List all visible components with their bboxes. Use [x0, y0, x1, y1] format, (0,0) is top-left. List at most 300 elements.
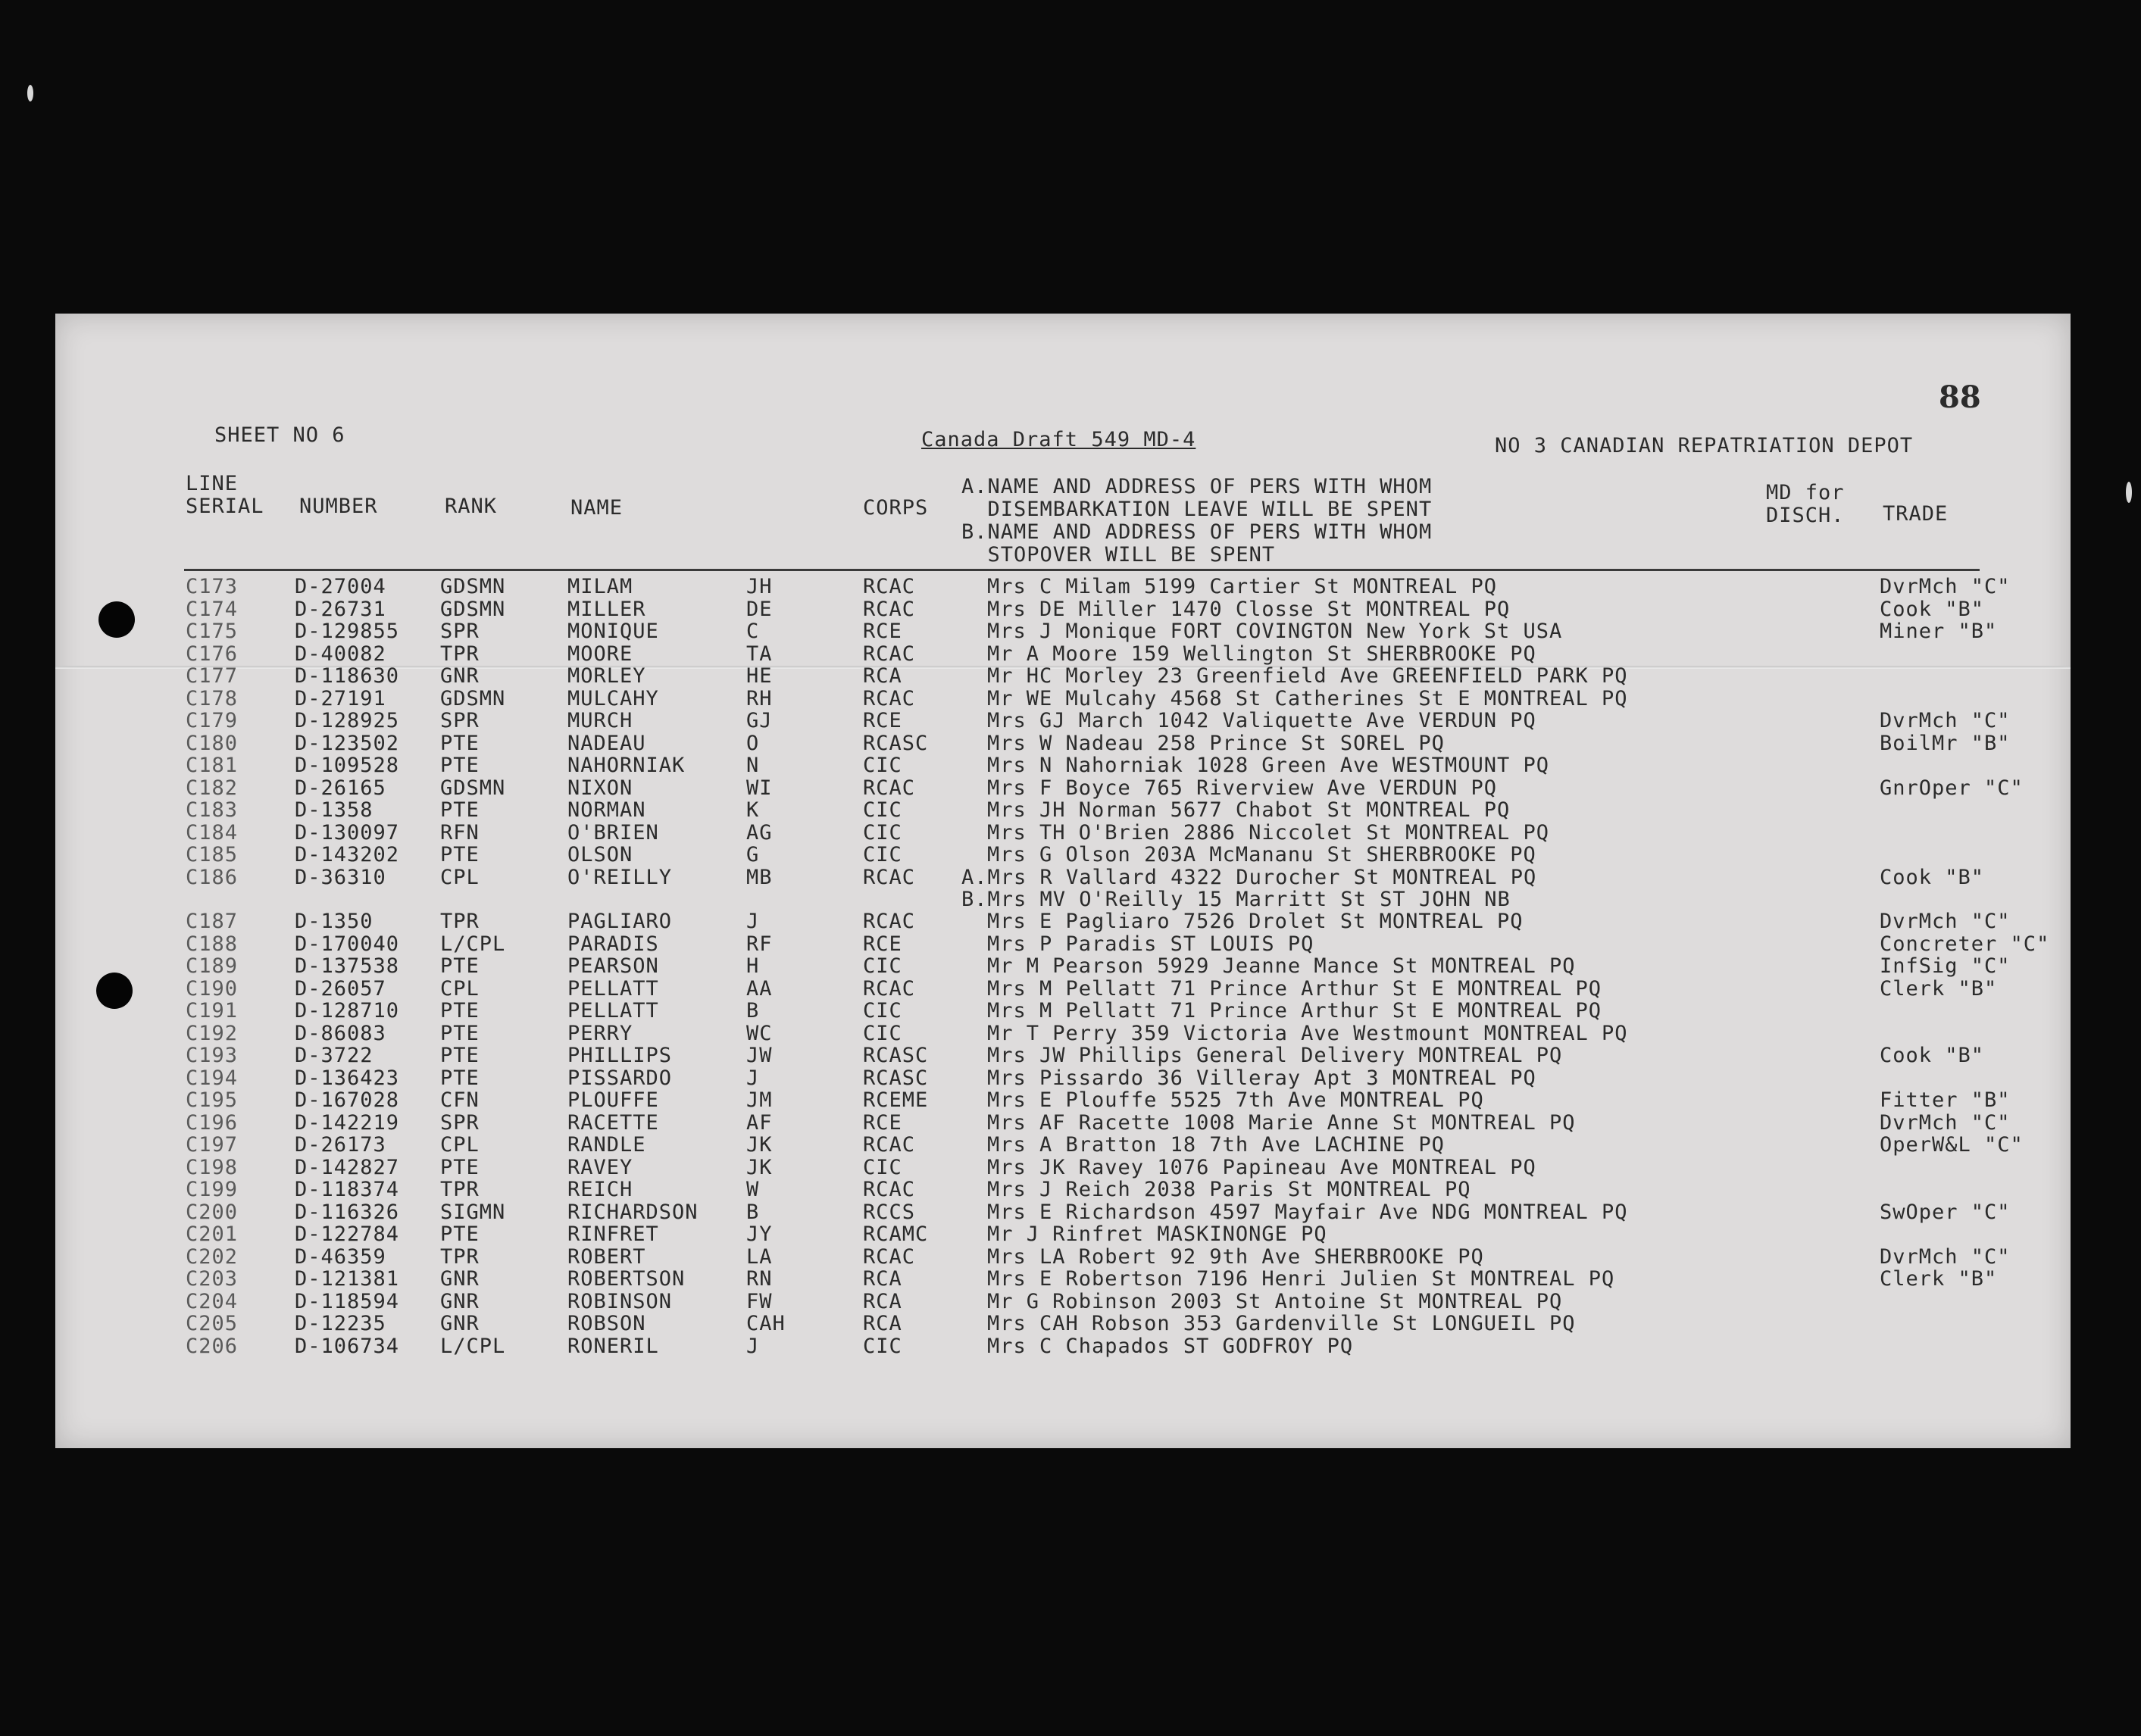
- cell-initials: AF: [746, 1110, 773, 1135]
- cell-address: Mrs E Pagliaro 7526 Drolet St MONTREAL PQ: [987, 910, 1524, 933]
- cell-initials: JY: [746, 1222, 773, 1246]
- cell-trade: DvrMch "C": [1880, 1110, 2011, 1135]
- cell-trade: Miner "B": [1880, 620, 1998, 643]
- cell-address: Mrs LA Robert 92 9th Ave SHERBROOKE PQ: [987, 1244, 1484, 1269]
- col-header-md-for-disch: MD for DISCH.: [1766, 481, 1845, 527]
- cell-surname: PERRY: [567, 1021, 633, 1045]
- cell-rank: PTE: [440, 731, 480, 755]
- cell-corps: CIC: [863, 820, 902, 845]
- cell-number: D-12235: [295, 1312, 386, 1335]
- table-row: [55, 643, 2071, 666]
- cell-surname: ROBERTSON: [567, 1267, 686, 1291]
- cell-line-serial: C206: [186, 1334, 239, 1358]
- cell-surname: PELLATT: [567, 999, 659, 1023]
- cell-line-serial: C196: [186, 1110, 239, 1135]
- cell-initials: J: [746, 1334, 760, 1358]
- cell-address: Mrs AF Racette 1008 Marie Anne St MONTREAL PQ: [987, 1110, 1576, 1135]
- cell-corps: RCA: [863, 1289, 902, 1313]
- table-row: [55, 1179, 2071, 1201]
- cell-line-serial: C179: [186, 709, 239, 732]
- cell-number: D-27191: [295, 686, 386, 710]
- cell-line-serial: C187: [186, 910, 239, 933]
- cell-surname: MONIQUE: [567, 620, 659, 643]
- cell-surname: OLSON: [567, 843, 633, 866]
- cell-corps: CIC: [863, 1155, 902, 1179]
- table-row: [55, 1201, 2071, 1224]
- cell-number: D-26731: [295, 597, 386, 621]
- table-row: [55, 1157, 2071, 1179]
- cell-corps: RCAC: [863, 642, 916, 666]
- cell-rank: SIGMN: [440, 1200, 506, 1224]
- cell-trade: Cook "B": [1880, 597, 1985, 621]
- cell-initials: JW: [746, 1044, 773, 1067]
- cell-address: Mrs M Pellatt 71 Prince Arthur St E MONTREAL PQ: [987, 999, 1602, 1023]
- cell-line-serial: C184: [186, 820, 239, 845]
- cell-line-serial: C180: [186, 731, 239, 755]
- cell-line-serial: C175: [186, 620, 239, 643]
- cell-surname: ROBINSON: [567, 1289, 673, 1313]
- cell-corps: RCA: [863, 1267, 902, 1291]
- table-row: [55, 910, 2071, 933]
- cell-initials: MB: [746, 865, 773, 889]
- scan-speck: [2126, 482, 2132, 503]
- col-header-number: NUMBER: [299, 495, 378, 518]
- header-rule: [184, 569, 1980, 571]
- cell-number: D-118594: [295, 1289, 400, 1313]
- table-row: [55, 1223, 2071, 1246]
- cell-initials: AA: [746, 976, 773, 1001]
- cell-corps: RCAC: [863, 575, 916, 598]
- cell-line-serial: C191: [186, 999, 239, 1023]
- cell-address: Mrs TH O'Brien 2886 Niccolet St MONTREAL PQ: [987, 820, 1549, 845]
- table-row: [55, 576, 2071, 598]
- cell-number: D-167028: [295, 1088, 400, 1112]
- cell-number: D-1358: [295, 798, 374, 822]
- cell-trade: OperW&L "C": [1880, 1133, 2024, 1157]
- table-row: [55, 933, 2071, 956]
- cell-initials: HE: [746, 664, 773, 688]
- cell-trade: InfSig "C": [1880, 954, 2011, 978]
- cell-number: D-123502: [295, 731, 400, 755]
- cell-initials: JH: [746, 575, 773, 598]
- cell-address: Mrs C Milam 5199 Cartier St MONTREAL PQ: [987, 575, 1497, 598]
- table-row: [55, 955, 2071, 978]
- cell-rank: PTE: [440, 754, 480, 777]
- cell-line-serial: C182: [186, 776, 239, 800]
- cell-number: D-40082: [295, 642, 386, 666]
- cell-number: D-46359: [295, 1244, 386, 1269]
- cell-initials: JM: [746, 1088, 773, 1112]
- cell-rank: GDSMN: [440, 575, 506, 598]
- cell-surname: PLOUFFE: [567, 1088, 659, 1112]
- cell-number: D-116326: [295, 1200, 400, 1224]
- cell-number: D-3722: [295, 1044, 374, 1067]
- cell-line-serial: C173: [186, 575, 239, 598]
- cell-address: Mrs J Monique FORT COVINGTON New York St USA: [987, 620, 1563, 643]
- cell-line-serial: C197: [186, 1133, 239, 1157]
- cell-number: D-142219: [295, 1110, 400, 1135]
- cell-number: D-106734: [295, 1334, 400, 1358]
- col-header-address: A.NAME AND ADDRESS OF PERS WITH WHOM DISEMBARKATION LEAVE WILL BE SPENT B.NAME AND ADDRESS OF PERS WITH WHOM STOPOVER WILL BE SPENT: [961, 475, 1433, 567]
- cell-surname: RANDLE: [567, 1133, 646, 1157]
- cell-address: Mrs JK Ravey 1076 Papineau Ave MONTREAL PQ: [987, 1155, 1536, 1179]
- cell-rank: GNR: [440, 664, 480, 688]
- cell-initials: FW: [746, 1289, 773, 1313]
- cell-trade: DvrMch "C": [1880, 575, 2011, 598]
- sheet-label: SHEET NO 6: [214, 423, 345, 447]
- cell-line-serial: C181: [186, 754, 239, 777]
- cell-rank: PTE: [440, 798, 480, 822]
- cell-corps: RCAC: [863, 1178, 916, 1201]
- cell-corps: RCAC: [863, 865, 916, 889]
- cell-corps: RCAC: [863, 1133, 916, 1157]
- cell-line-serial: C201: [186, 1222, 239, 1246]
- cell-line-serial: C190: [186, 976, 239, 1001]
- col-header-name: NAME: [570, 496, 624, 520]
- cell-corps: RCASC: [863, 731, 929, 755]
- cell-corps: RCEME: [863, 1088, 929, 1112]
- cell-surname: RONERIL: [567, 1334, 659, 1358]
- table-row: [55, 754, 2071, 777]
- cell-initials: AG: [746, 820, 773, 845]
- page-number: 88: [1939, 379, 1981, 415]
- cell-initials: K: [746, 798, 760, 822]
- cell-number: D-129855: [295, 620, 400, 643]
- cell-line-serial: C189: [186, 954, 239, 978]
- cell-number: D-136423: [295, 1066, 400, 1090]
- cell-line-serial: C174: [186, 597, 239, 621]
- cell-surname: MOORE: [567, 642, 633, 666]
- cell-number: D-26165: [295, 776, 386, 800]
- cell-initials: C: [746, 620, 760, 643]
- table-row: [55, 665, 2071, 688]
- cell-number: D-137538: [295, 954, 400, 978]
- cell-rank: PTE: [440, 1044, 480, 1067]
- cell-corps: CIC: [863, 843, 902, 866]
- cell-corps: CIC: [863, 1021, 902, 1045]
- cell-address: Mrs JH Norman 5677 Chabot St MONTREAL PQ: [987, 798, 1511, 822]
- cell-rank: TPR: [440, 910, 480, 933]
- table-row: [55, 1291, 2071, 1313]
- cell-initials: B: [746, 999, 760, 1023]
- cell-number: D-1350: [295, 910, 374, 933]
- table-row: [55, 1112, 2071, 1135]
- cell-number: D-170040: [295, 932, 400, 956]
- cell-surname: PELLATT: [567, 976, 659, 1001]
- table-row: [55, 1246, 2071, 1269]
- cell-line-serial: C186: [186, 865, 239, 889]
- cell-surname: ROBSON: [567, 1312, 646, 1335]
- cell-rank: L/CPL: [440, 932, 506, 956]
- cell-number: D-118630: [295, 664, 400, 688]
- cell-trade: Cook "B": [1880, 865, 1985, 889]
- cell-rank: TPR: [440, 1244, 480, 1269]
- cell-initials: H: [746, 954, 760, 978]
- cell-surname: MILLER: [567, 597, 646, 621]
- table-row: [55, 1044, 2071, 1067]
- cell-rank: SPR: [440, 1110, 480, 1135]
- cell-rank: PTE: [440, 954, 480, 978]
- cell-corps: RCE: [863, 620, 902, 643]
- cell-surname: MORLEY: [567, 664, 646, 688]
- cell-number: D-26173: [295, 1133, 386, 1157]
- col-header-rank: RANK: [445, 495, 498, 518]
- cell-trade: GnrOper "C": [1880, 776, 2024, 800]
- cell-initials: JK: [746, 1155, 773, 1179]
- table-row: [55, 710, 2071, 732]
- cell-rank: TPR: [440, 642, 480, 666]
- col-header-line-serial: LINE SERIAL: [186, 472, 264, 518]
- cell-corps: CIC: [863, 954, 902, 978]
- cell-rank: L/CPL: [440, 1334, 506, 1358]
- cell-address: Mrs N Nahorniak 1028 Green Ave WESTMOUNT PQ: [987, 754, 1549, 777]
- cell-address: Mrs C Chapados ST GODFROY PQ: [987, 1334, 1354, 1358]
- cell-address: Mr A Moore 159 Wellington St SHERBROOKE PQ: [987, 642, 1536, 666]
- cell-initials: W: [746, 1178, 760, 1201]
- cell-trade: DvrMch "C": [1880, 1244, 2011, 1269]
- cell-rank: SPR: [440, 620, 480, 643]
- cell-rank: CPL: [440, 1133, 480, 1157]
- cell-corps: RCCS: [863, 1200, 916, 1224]
- cell-rank: GNR: [440, 1289, 480, 1313]
- cell-initials: WC: [746, 1021, 773, 1045]
- cell-address: Mr J Rinfret MASKINONGE PQ: [987, 1222, 1327, 1246]
- cell-corps: RCASC: [863, 1044, 929, 1067]
- cell-initials: N: [746, 754, 760, 777]
- cell-trade: SwOper "C": [1880, 1200, 2011, 1224]
- cell-address: Mrs JW Phillips General Delivery MONTREAL PQ: [987, 1044, 1563, 1067]
- cell-address: Mrs P Paradis ST LOUIS PQ: [987, 932, 1314, 956]
- cell-line-serial: C194: [186, 1066, 239, 1090]
- cell-rank: PTE: [440, 843, 480, 866]
- cell-address: Mrs GJ March 1042 Valiquette Ave VERDUN PQ: [987, 709, 1536, 732]
- cell-surname: PEARSON: [567, 954, 659, 978]
- cell-address: Mr WE Mulcahy 4568 St Catherines St E MONTREAL PQ: [987, 686, 1628, 710]
- cell-number: D-118374: [295, 1178, 400, 1201]
- cell-corps: RCE: [863, 1110, 902, 1135]
- cell-corps: RCA: [863, 1312, 902, 1335]
- cell-rank: GNR: [440, 1312, 480, 1335]
- col-header-trade: TRADE: [1883, 502, 1949, 526]
- cell-number: D-128710: [295, 999, 400, 1023]
- cell-corps: RCAMC: [863, 1222, 929, 1246]
- cell-address: Mrs Pissardo 36 Villeray Apt 3 MONTREAL PQ: [987, 1066, 1536, 1090]
- cell-corps: RCAC: [863, 776, 916, 800]
- cell-line-serial: C177: [186, 664, 239, 688]
- cell-line-serial: C195: [186, 1088, 239, 1112]
- cell-number: D-36310: [295, 865, 386, 889]
- cell-line-serial: C200: [186, 1200, 239, 1224]
- table-row: [55, 1134, 2071, 1157]
- cell-corps: CIC: [863, 1334, 902, 1358]
- cell-address: Mr G Robinson 2003 St Antoine St MONTREAL PQ: [987, 1289, 1563, 1313]
- cell-corps: RCAC: [863, 686, 916, 710]
- scan-speck: [27, 85, 33, 101]
- cell-rank: RFN: [440, 820, 480, 845]
- cell-initials: GJ: [746, 709, 773, 732]
- cell-surname: RINFRET: [567, 1222, 659, 1246]
- cell-rank: PTE: [440, 1021, 480, 1045]
- cell-rank: PTE: [440, 999, 480, 1023]
- cell-surname: O'BRIEN: [567, 820, 659, 845]
- cell-trade: DvrMch "C": [1880, 910, 2011, 933]
- cell-rank: TPR: [440, 1178, 480, 1201]
- cell-initials: RN: [746, 1267, 773, 1291]
- cell-rank: GDSMN: [440, 686, 506, 710]
- cell-surname: MULCAHY: [567, 686, 659, 710]
- cell-corps: CIC: [863, 798, 902, 822]
- cell-initials: G: [746, 843, 760, 866]
- table-row: [55, 777, 2071, 800]
- cell-trade: DvrMch "C": [1880, 709, 2011, 732]
- table-row: [55, 799, 2071, 822]
- cell-number: D-130097: [295, 820, 400, 845]
- cell-address: Mr HC Morley 23 Greenfield Ave GREENFIELD PARK PQ: [987, 664, 1628, 688]
- cell-trade: Clerk "B": [1880, 976, 1998, 1001]
- table-row: [55, 865, 2071, 911]
- cell-initials: LA: [746, 1244, 773, 1269]
- table-row: [55, 822, 2071, 845]
- cell-address: Mrs E Robertson 7196 Henri Julien St MONTREAL PQ: [987, 1267, 1615, 1291]
- cell-address: Mr M Pearson 5929 Jeanne Mance St MONTREAL PQ: [987, 954, 1576, 978]
- table-row: [55, 620, 2071, 643]
- table-row: [55, 1000, 2071, 1023]
- cell-address-stopover: B.Mrs MV O'Reilly 15 Marritt St ST JOHN NB: [961, 887, 1511, 911]
- cell-rank: PTE: [440, 1222, 480, 1246]
- cell-surname: MILAM: [567, 575, 633, 598]
- cell-initials: J: [746, 1066, 760, 1090]
- cell-line-serial: C205: [186, 1312, 239, 1335]
- table-row: [55, 732, 2071, 755]
- cell-surname: ROBERT: [567, 1244, 646, 1269]
- col-header-corps: CORPS: [863, 496, 929, 520]
- cell-initials: RF: [746, 932, 773, 956]
- cell-number: D-121381: [295, 1267, 400, 1291]
- cell-line-serial: C188: [186, 932, 239, 956]
- cell-initials: CAH: [746, 1312, 786, 1335]
- cell-line-serial: C183: [186, 798, 239, 822]
- cell-line-serial: C203: [186, 1267, 239, 1291]
- cell-number: D-109528: [295, 754, 400, 777]
- cell-surname: PARADIS: [567, 932, 659, 956]
- cell-corps: RCAC: [863, 976, 916, 1001]
- cell-line-serial: C176: [186, 642, 239, 666]
- cell-address: Mrs CAH Robson 353 Gardenville St LONGUEIL PQ: [987, 1312, 1576, 1335]
- table-row: [55, 1268, 2071, 1291]
- cell-address: Mrs E Plouffe 5525 7th Ave MONTREAL PQ: [987, 1088, 1484, 1112]
- cell-address: Mrs W Nadeau 258 Prince St SOREL PQ: [987, 731, 1445, 755]
- cell-initials: TA: [746, 642, 773, 666]
- cell-address: Mrs A Bratton 18 7th Ave LACHINE PQ: [987, 1133, 1445, 1157]
- cell-address: Mr T Perry 359 Victoria Ave Westmount MONTREAL PQ: [987, 1021, 1628, 1045]
- cell-rank: CPL: [440, 865, 480, 889]
- cell-line-serial: C185: [186, 843, 239, 866]
- cell-address: Mrs M Pellatt 71 Prince Arthur St E MONTREAL PQ: [987, 976, 1602, 1001]
- cell-trade: BoilMr "B": [1880, 731, 2011, 755]
- cell-line-serial: C178: [186, 686, 239, 710]
- cell-trade: Clerk "B": [1880, 1267, 1998, 1291]
- cell-line-serial: C193: [186, 1044, 239, 1067]
- draft-title: Canada Draft 549 MD-4: [921, 428, 1196, 451]
- cell-number: D-128925: [295, 709, 400, 732]
- cell-initials: JK: [746, 1133, 773, 1157]
- cell-address: Mrs E Richardson 4597 Mayfair Ave NDG MONTREAL PQ: [987, 1200, 1628, 1224]
- cell-rank: GDSMN: [440, 597, 506, 621]
- cell-rank: GDSMN: [440, 776, 506, 800]
- cell-surname: RICHARDSON: [567, 1200, 699, 1224]
- cell-corps: RCAC: [863, 1244, 916, 1269]
- table-row: [55, 688, 2071, 710]
- cell-corps: RCAC: [863, 597, 916, 621]
- cell-initials: WI: [746, 776, 773, 800]
- cell-corps: RCE: [863, 709, 902, 732]
- table-row: [55, 1023, 2071, 1045]
- cell-surname: PISSARDO: [567, 1066, 673, 1090]
- cell-corps: RCE: [863, 932, 902, 956]
- table-row: [55, 1313, 2071, 1335]
- cell-number: D-26057: [295, 976, 386, 1001]
- cell-surname: REICH: [567, 1178, 633, 1201]
- cell-initials: DE: [746, 597, 773, 621]
- table-row: [55, 844, 2071, 866]
- cell-rank: CFN: [440, 1088, 480, 1112]
- cell-number: D-27004: [295, 575, 386, 598]
- table-row: [55, 1335, 2071, 1358]
- cell-initials: J: [746, 910, 760, 933]
- cell-surname: NIXON: [567, 776, 633, 800]
- cell-surname: MURCH: [567, 709, 633, 732]
- cell-address: Mrs G Olson 203A McMananu St SHERBROOKE PQ: [987, 843, 1536, 866]
- cell-initials: RH: [746, 686, 773, 710]
- depot-name: NO 3 CANADIAN REPATRIATION DEPOT: [1495, 434, 1914, 457]
- cell-number: D-122784: [295, 1222, 400, 1246]
- cell-line-serial: C198: [186, 1155, 239, 1179]
- cell-corps: RCA: [863, 664, 902, 688]
- cell-corps: RCAC: [863, 910, 916, 933]
- cell-surname: PHILLIPS: [567, 1044, 673, 1067]
- table-row: [55, 1089, 2071, 1112]
- cell-trade: Cook "B": [1880, 1044, 1985, 1067]
- table-row: [55, 598, 2071, 621]
- cell-rank: SPR: [440, 709, 480, 732]
- document-sheet: [55, 314, 2071, 1448]
- cell-trade: Concreter "C": [1880, 932, 2050, 956]
- cell-line-serial: C199: [186, 1178, 239, 1201]
- table-row: [55, 1067, 2071, 1090]
- cell-initials: B: [746, 1200, 760, 1224]
- cell-number: D-143202: [295, 843, 400, 866]
- cell-surname: RAVEY: [567, 1155, 633, 1179]
- table-row: [55, 978, 2071, 1001]
- cell-initials: O: [746, 731, 760, 755]
- cell-rank: PTE: [440, 1066, 480, 1090]
- cell-address: Mrs J Reich 2038 Paris St MONTREAL PQ: [987, 1178, 1471, 1201]
- cell-rank: CPL: [440, 976, 480, 1001]
- cell-address: A.Mrs R Vallard 4322 Durocher St MONTREAL PQ: [961, 865, 1537, 889]
- cell-line-serial: C204: [186, 1289, 239, 1313]
- cell-corps: CIC: [863, 754, 902, 777]
- cell-number: D-142827: [295, 1155, 400, 1179]
- cell-surname: O'REILLY: [567, 865, 673, 889]
- cell-surname: NORMAN: [567, 798, 646, 822]
- cell-surname: PAGLIARO: [567, 910, 673, 933]
- cell-rank: PTE: [440, 1155, 480, 1179]
- cell-line-serial: C192: [186, 1021, 239, 1045]
- cell-line-serial: C202: [186, 1244, 239, 1269]
- cell-rank: GNR: [440, 1267, 480, 1291]
- cell-number: D-86083: [295, 1021, 386, 1045]
- cell-surname: NADEAU: [567, 731, 646, 755]
